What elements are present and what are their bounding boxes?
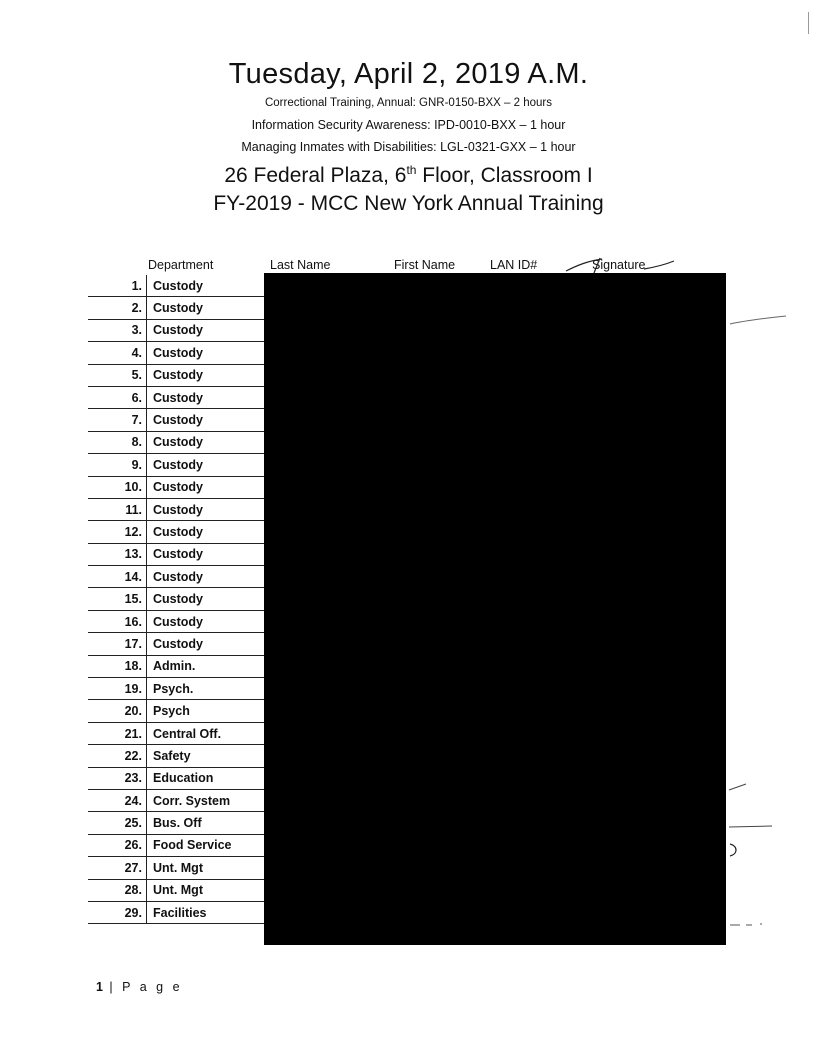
attendance-table-body (88, 275, 273, 924)
row-number: 10. (88, 476, 147, 498)
table-row (88, 476, 273, 498)
row-department: Corr. System (147, 789, 274, 811)
row-department: Custody (147, 498, 274, 520)
scan-artifact-line (728, 820, 774, 832)
row-department: Custody (147, 633, 274, 655)
row-department: Custody (147, 521, 274, 543)
table-row (88, 342, 273, 364)
page-label: | P a g e (102, 980, 183, 994)
row-number: 27. (88, 857, 147, 879)
table-row (88, 879, 273, 901)
table-row (88, 431, 273, 453)
table-row (88, 364, 273, 386)
redaction-block (264, 273, 726, 945)
row-department: Custody (147, 342, 274, 364)
row-number: 11. (88, 498, 147, 520)
course-line-2: Information Security Awareness: IPD-0010-BXX – 1 hour (251, 118, 566, 132)
row-number: 15. (88, 588, 147, 610)
row-number: 24. (88, 789, 147, 811)
table-row (88, 655, 273, 677)
location-line (0, 162, 817, 190)
table-row (88, 409, 273, 431)
row-number: 21. (88, 722, 147, 744)
table-row (88, 857, 273, 879)
location-suffix: Floor, Classroom I (416, 164, 593, 187)
row-department: Psych. (147, 678, 274, 700)
row-department: Custody (147, 431, 274, 453)
table-row (88, 789, 273, 811)
row-number: 29. (88, 901, 147, 923)
row-number: 13. (88, 543, 147, 565)
location-ordinal-suffix: th (406, 163, 417, 177)
row-department: Custody (147, 275, 274, 297)
table-row (88, 700, 273, 722)
row-department: Custody (147, 386, 274, 408)
table-row (88, 275, 273, 297)
row-department: Custody (147, 566, 274, 588)
col-last-name: Last Name (270, 258, 331, 272)
course-line-3: Managing Inmates with Disabilities: LGL-0321-GXX – 1 hour (241, 140, 576, 154)
page-number: 1 (96, 980, 103, 994)
document-header (0, 56, 817, 218)
col-department: Department (148, 258, 214, 272)
table-row (88, 498, 273, 520)
table-row (88, 678, 273, 700)
row-department: Admin. (147, 655, 274, 677)
row-department: Custody (147, 454, 274, 476)
row-department: Facilities (147, 901, 274, 923)
row-number: 7. (88, 409, 147, 431)
table-row (88, 386, 273, 408)
row-number: 8. (88, 431, 147, 453)
row-department: Custody (147, 319, 274, 341)
row-number: 6. (88, 386, 147, 408)
row-department: Safety (147, 745, 274, 767)
row-number: 5. (88, 364, 147, 386)
row-department: Custody (147, 610, 274, 632)
row-number: 22. (88, 745, 147, 767)
row-number: 14. (88, 566, 147, 588)
attendance-table (88, 275, 273, 924)
scan-artifact-tick (728, 780, 748, 792)
row-number: 20. (88, 700, 147, 722)
table-row (88, 767, 273, 789)
scan-edge-mark (808, 12, 809, 34)
table-row (88, 834, 273, 856)
col-signature: Signature (592, 258, 646, 272)
table-row (88, 901, 273, 923)
table-row (88, 812, 273, 834)
program-line: FY-2019 - MCC New York Annual Training (213, 192, 604, 215)
table-row (88, 566, 273, 588)
row-number: 25. (88, 812, 147, 834)
row-number: 18. (88, 655, 147, 677)
col-first-name: First Name (394, 258, 456, 272)
row-department: Food Service (147, 834, 274, 856)
row-number: 16. (88, 610, 147, 632)
row-department: Education (147, 767, 274, 789)
row-number: 28. (88, 879, 147, 901)
scan-artifact-curve (728, 840, 742, 860)
table-row (88, 588, 273, 610)
row-department: Unt. Mgt (147, 857, 274, 879)
table-row (88, 319, 273, 341)
page-title: Tuesday, April 2, 2019 A.M. (228, 58, 589, 90)
row-number: 1. (88, 275, 147, 297)
row-number: 19. (88, 678, 147, 700)
row-department: Custody (147, 364, 274, 386)
row-number: 17. (88, 633, 147, 655)
row-number: 9. (88, 454, 147, 476)
row-department: Custody (147, 543, 274, 565)
table-row (88, 610, 273, 632)
row-department: Central Off. (147, 722, 274, 744)
row-number: 23. (88, 767, 147, 789)
table-row (88, 722, 273, 744)
row-number: 26. (88, 834, 147, 856)
row-department: Psych (147, 700, 274, 722)
row-department: Bus. Off (147, 812, 274, 834)
row-department: Unt. Mgt (147, 879, 274, 901)
col-lan-id: LAN ID# (490, 258, 538, 272)
row-department: Custody (147, 476, 274, 498)
course-line-1: Correctional Training, Annual: GNR-0150-BXX – 2 hours (264, 97, 552, 109)
row-number: 12. (88, 521, 147, 543)
table-row (88, 745, 273, 767)
table-row (88, 521, 273, 543)
table-row (88, 633, 273, 655)
row-number: 3. (88, 319, 147, 341)
table-row (88, 297, 273, 319)
scan-artifact-dash (728, 918, 778, 930)
location-prefix: 26 Federal Plaza, 6 (224, 164, 407, 187)
row-department: Custody (147, 297, 274, 319)
row-department: Custody (147, 409, 274, 431)
scan-artifact-line (728, 312, 788, 328)
table-row (88, 454, 273, 476)
table-row (88, 543, 273, 565)
row-number: 4. (88, 342, 147, 364)
row-department: Custody (147, 588, 274, 610)
page-footer (96, 980, 183, 994)
row-number: 2. (88, 297, 147, 319)
